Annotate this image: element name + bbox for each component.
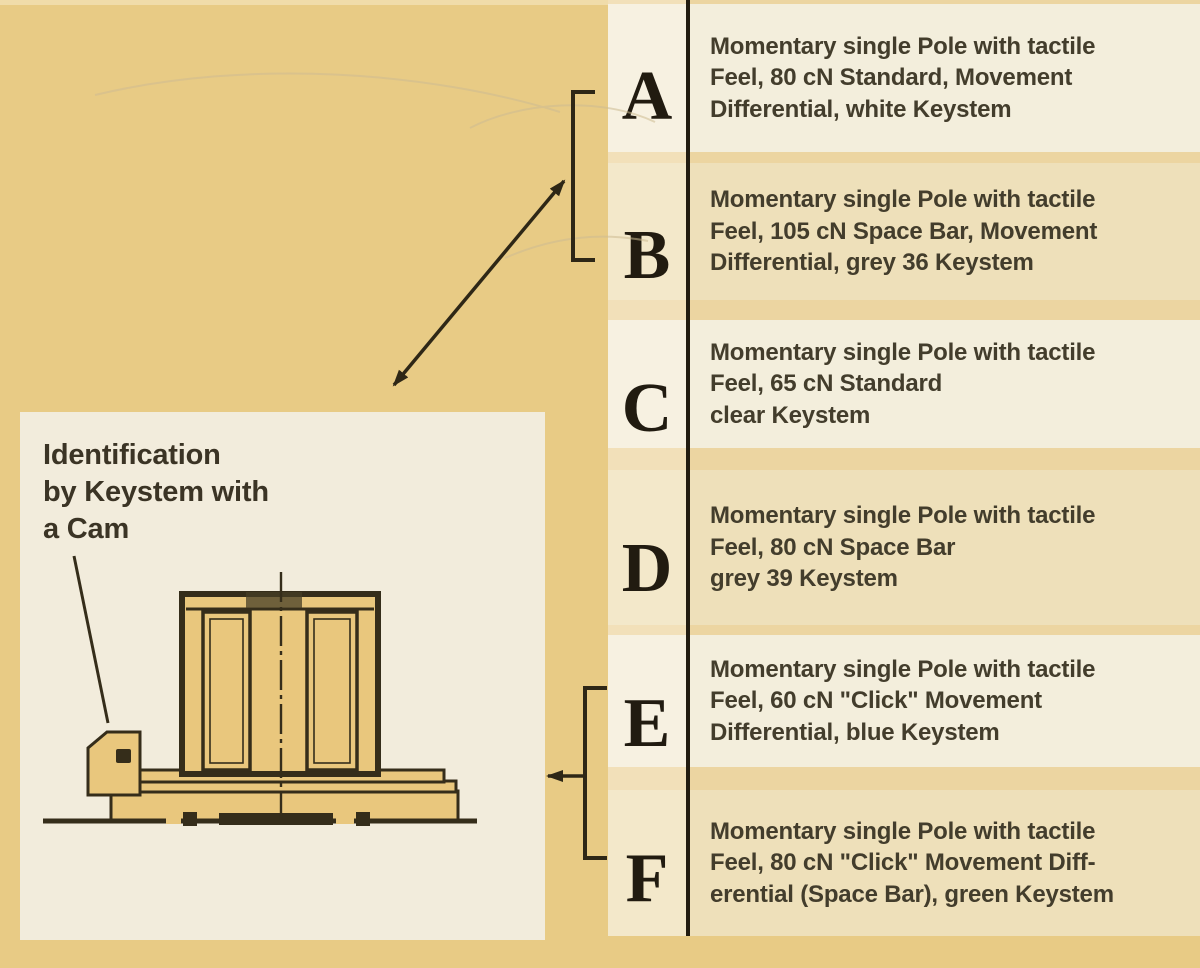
variant-line: grey 39 Keystem bbox=[710, 565, 898, 593]
vertical-rule bbox=[686, 0, 690, 936]
variant-line: Feel, 80 cN Space Bar bbox=[710, 533, 956, 561]
variant-line: Feel, 60 cN "Click" Movement bbox=[710, 687, 1042, 715]
variant-line: erential (Space Bar), green Keystem bbox=[710, 880, 1114, 908]
variant-description bbox=[710, 790, 1192, 936]
variant-description bbox=[710, 470, 1192, 625]
variant-letter-d: D bbox=[621, 530, 673, 607]
variant-line: Feel, 80 cN "Click" Movement Diff- bbox=[710, 849, 1096, 877]
variant-row-c bbox=[608, 320, 1200, 448]
variant-row-f bbox=[608, 790, 1200, 936]
variant-line: Feel, 80 cN Standard, Movement bbox=[710, 64, 1073, 92]
variant-description bbox=[710, 163, 1192, 300]
bracket-ef bbox=[585, 688, 607, 858]
variant-row-b bbox=[608, 163, 1200, 300]
variant-description bbox=[710, 320, 1192, 448]
variant-line: clear Keystem bbox=[710, 401, 871, 429]
caption-line: Identification bbox=[43, 439, 221, 471]
caption-line: a Cam bbox=[43, 513, 130, 545]
variant-line: Momentary single Pole with tactile bbox=[710, 338, 1096, 366]
variant-row-e bbox=[608, 635, 1200, 767]
variant-line: Momentary single Pole with tactile bbox=[710, 502, 1096, 530]
variant-description bbox=[710, 635, 1192, 767]
variant-letter-c: C bbox=[621, 370, 673, 447]
figure-caption bbox=[43, 437, 373, 548]
variant-letter-e: E bbox=[623, 685, 671, 762]
variant-list-panel bbox=[608, 0, 1200, 936]
variant-line: Momentary single Pole with tactile bbox=[710, 32, 1096, 60]
variant-line: Momentary single Pole with tactile bbox=[710, 655, 1096, 683]
arrow-ab-to-figure bbox=[394, 181, 564, 385]
variant-line: Momentary single Pole with tactile bbox=[710, 817, 1096, 845]
caption-line: by Keystem with bbox=[43, 476, 269, 508]
variant-row-d bbox=[608, 470, 1200, 625]
variant-row-a bbox=[608, 4, 1200, 152]
variant-line: Differential, blue Keystem bbox=[710, 718, 1000, 746]
variant-line: Differential, grey 36 Keystem bbox=[710, 249, 1034, 277]
keystem-figure-panel bbox=[20, 412, 545, 940]
scan-edge-highlight bbox=[0, 0, 700, 5]
variant-line: Momentary single Pole with tactile bbox=[710, 186, 1096, 214]
bracket-ab bbox=[573, 92, 595, 260]
variant-line: Feel, 65 cN Standard bbox=[710, 370, 943, 398]
variant-letter-f: F bbox=[625, 840, 669, 917]
variant-line: Differential, white Keystem bbox=[710, 95, 1012, 123]
letter-column bbox=[608, 0, 686, 936]
variant-letter-a: A bbox=[621, 58, 673, 135]
scan-artifacts bbox=[95, 73, 655, 258]
variant-description bbox=[710, 4, 1192, 152]
variant-line: Feel, 105 cN Space Bar, Movement bbox=[710, 217, 1098, 245]
variant-letter-b: B bbox=[623, 217, 671, 294]
